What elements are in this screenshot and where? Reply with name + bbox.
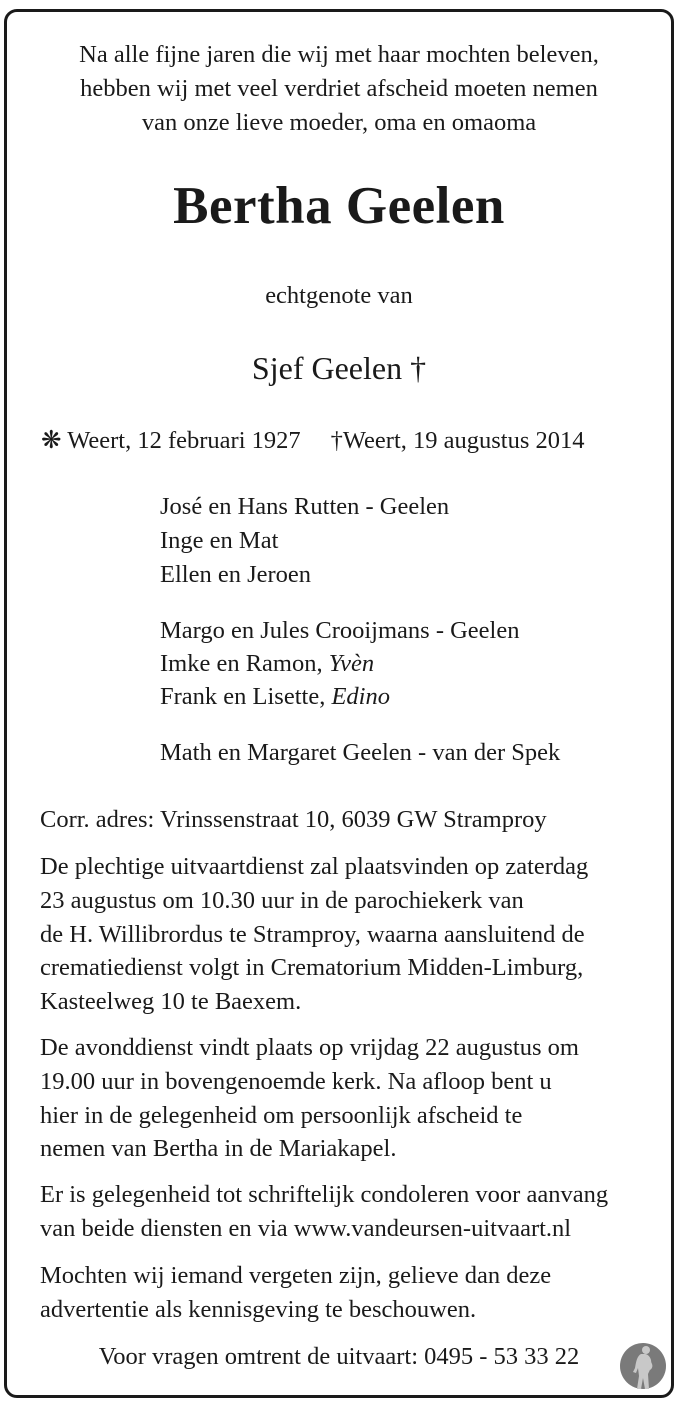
family-line: José en Hans Rutten - Geelen bbox=[160, 493, 450, 520]
family-line: Ellen en Jeroen bbox=[160, 561, 312, 588]
birth-star-icon: ❋ bbox=[41, 427, 62, 454]
evening-service-line: De avonddienst vindt plaats op vrijdag 22 augustus om bbox=[40, 1034, 579, 1061]
relation-label: echtgenote van bbox=[265, 282, 413, 309]
deceased-name: Bertha Geelen bbox=[173, 177, 505, 235]
family-line: Imke en Ramon, Yvèn bbox=[160, 650, 375, 677]
spouse-name: Sjef Geelen † bbox=[251, 350, 427, 386]
intro-line-2: hebben wij met veel verdriet afscheid moeten nemen bbox=[80, 75, 598, 102]
family-line: Math en Margaret Geelen - van der Spek bbox=[160, 739, 561, 766]
death-cross-icon: † bbox=[330, 427, 343, 454]
intro-line-1: Na alle fijne jaren die wij met haar mochten beleven, bbox=[79, 41, 599, 68]
family-line: Frank en Lisette, Edino bbox=[160, 683, 390, 710]
notice-line: advertentie als kennisgeving te beschouwen. bbox=[40, 1296, 477, 1323]
evening-service-line: 19.00 uur in bovengenoemde kerk. Na afloop bent u bbox=[40, 1068, 552, 1095]
dates-line bbox=[41, 424, 585, 458]
birth-date: Weert, 12 februari 1927 bbox=[67, 427, 301, 454]
funeral-service-line: de H. Willibrordus te Stramproy, waarna aansluitend de bbox=[40, 921, 585, 948]
death-date: Weert, 19 augustus 2014 bbox=[342, 427, 585, 454]
footer-contact: Voor vragen omtrent de uitvaart: 0495 - 53 33 22 bbox=[98, 1343, 580, 1370]
notice-line: Mochten wij iemand vergeten zijn, gelieve dan deze bbox=[40, 1262, 552, 1289]
condolence-line: van beide diensten en via www.vandeursen-uitvaart.nl bbox=[40, 1215, 572, 1242]
funeral-service-line: 23 augustus om 10.30 uur in de parochiekerk van bbox=[40, 887, 524, 914]
family-line: Margo en Jules Crooijmans - Geelen bbox=[160, 617, 520, 644]
correspondence-address: Corr. adres: Vrinssenstraat 10, 6039 GW Stramproy bbox=[40, 806, 547, 833]
grandchild-name: Edino bbox=[331, 683, 390, 710]
intro-line-3: van onze lieve moeder, oma en omaoma bbox=[141, 109, 537, 136]
family-line: Inge en Mat bbox=[160, 527, 279, 554]
funeral-service-line: crematiedienst volgt in Crematorium Midden-Limburg, bbox=[40, 954, 584, 981]
condolence-line: Er is gelegenheid tot schriftelijk condoleren voor aanvang bbox=[40, 1181, 609, 1208]
grandchild-name: Yvèn bbox=[328, 650, 375, 677]
evening-service-line: hier in de gelegenheid om persoonlijk afscheid te bbox=[40, 1102, 523, 1129]
funeral-service-line: Kasteelweg 10 te Baexem. bbox=[40, 988, 302, 1015]
evening-service-line: nemen van Bertha in de Mariakapel. bbox=[40, 1135, 397, 1162]
funeral-home-logo-icon bbox=[619, 1342, 667, 1390]
funeral-service-line: De plechtige uitvaartdienst zal plaatsvinden op zaterdag bbox=[40, 853, 589, 880]
